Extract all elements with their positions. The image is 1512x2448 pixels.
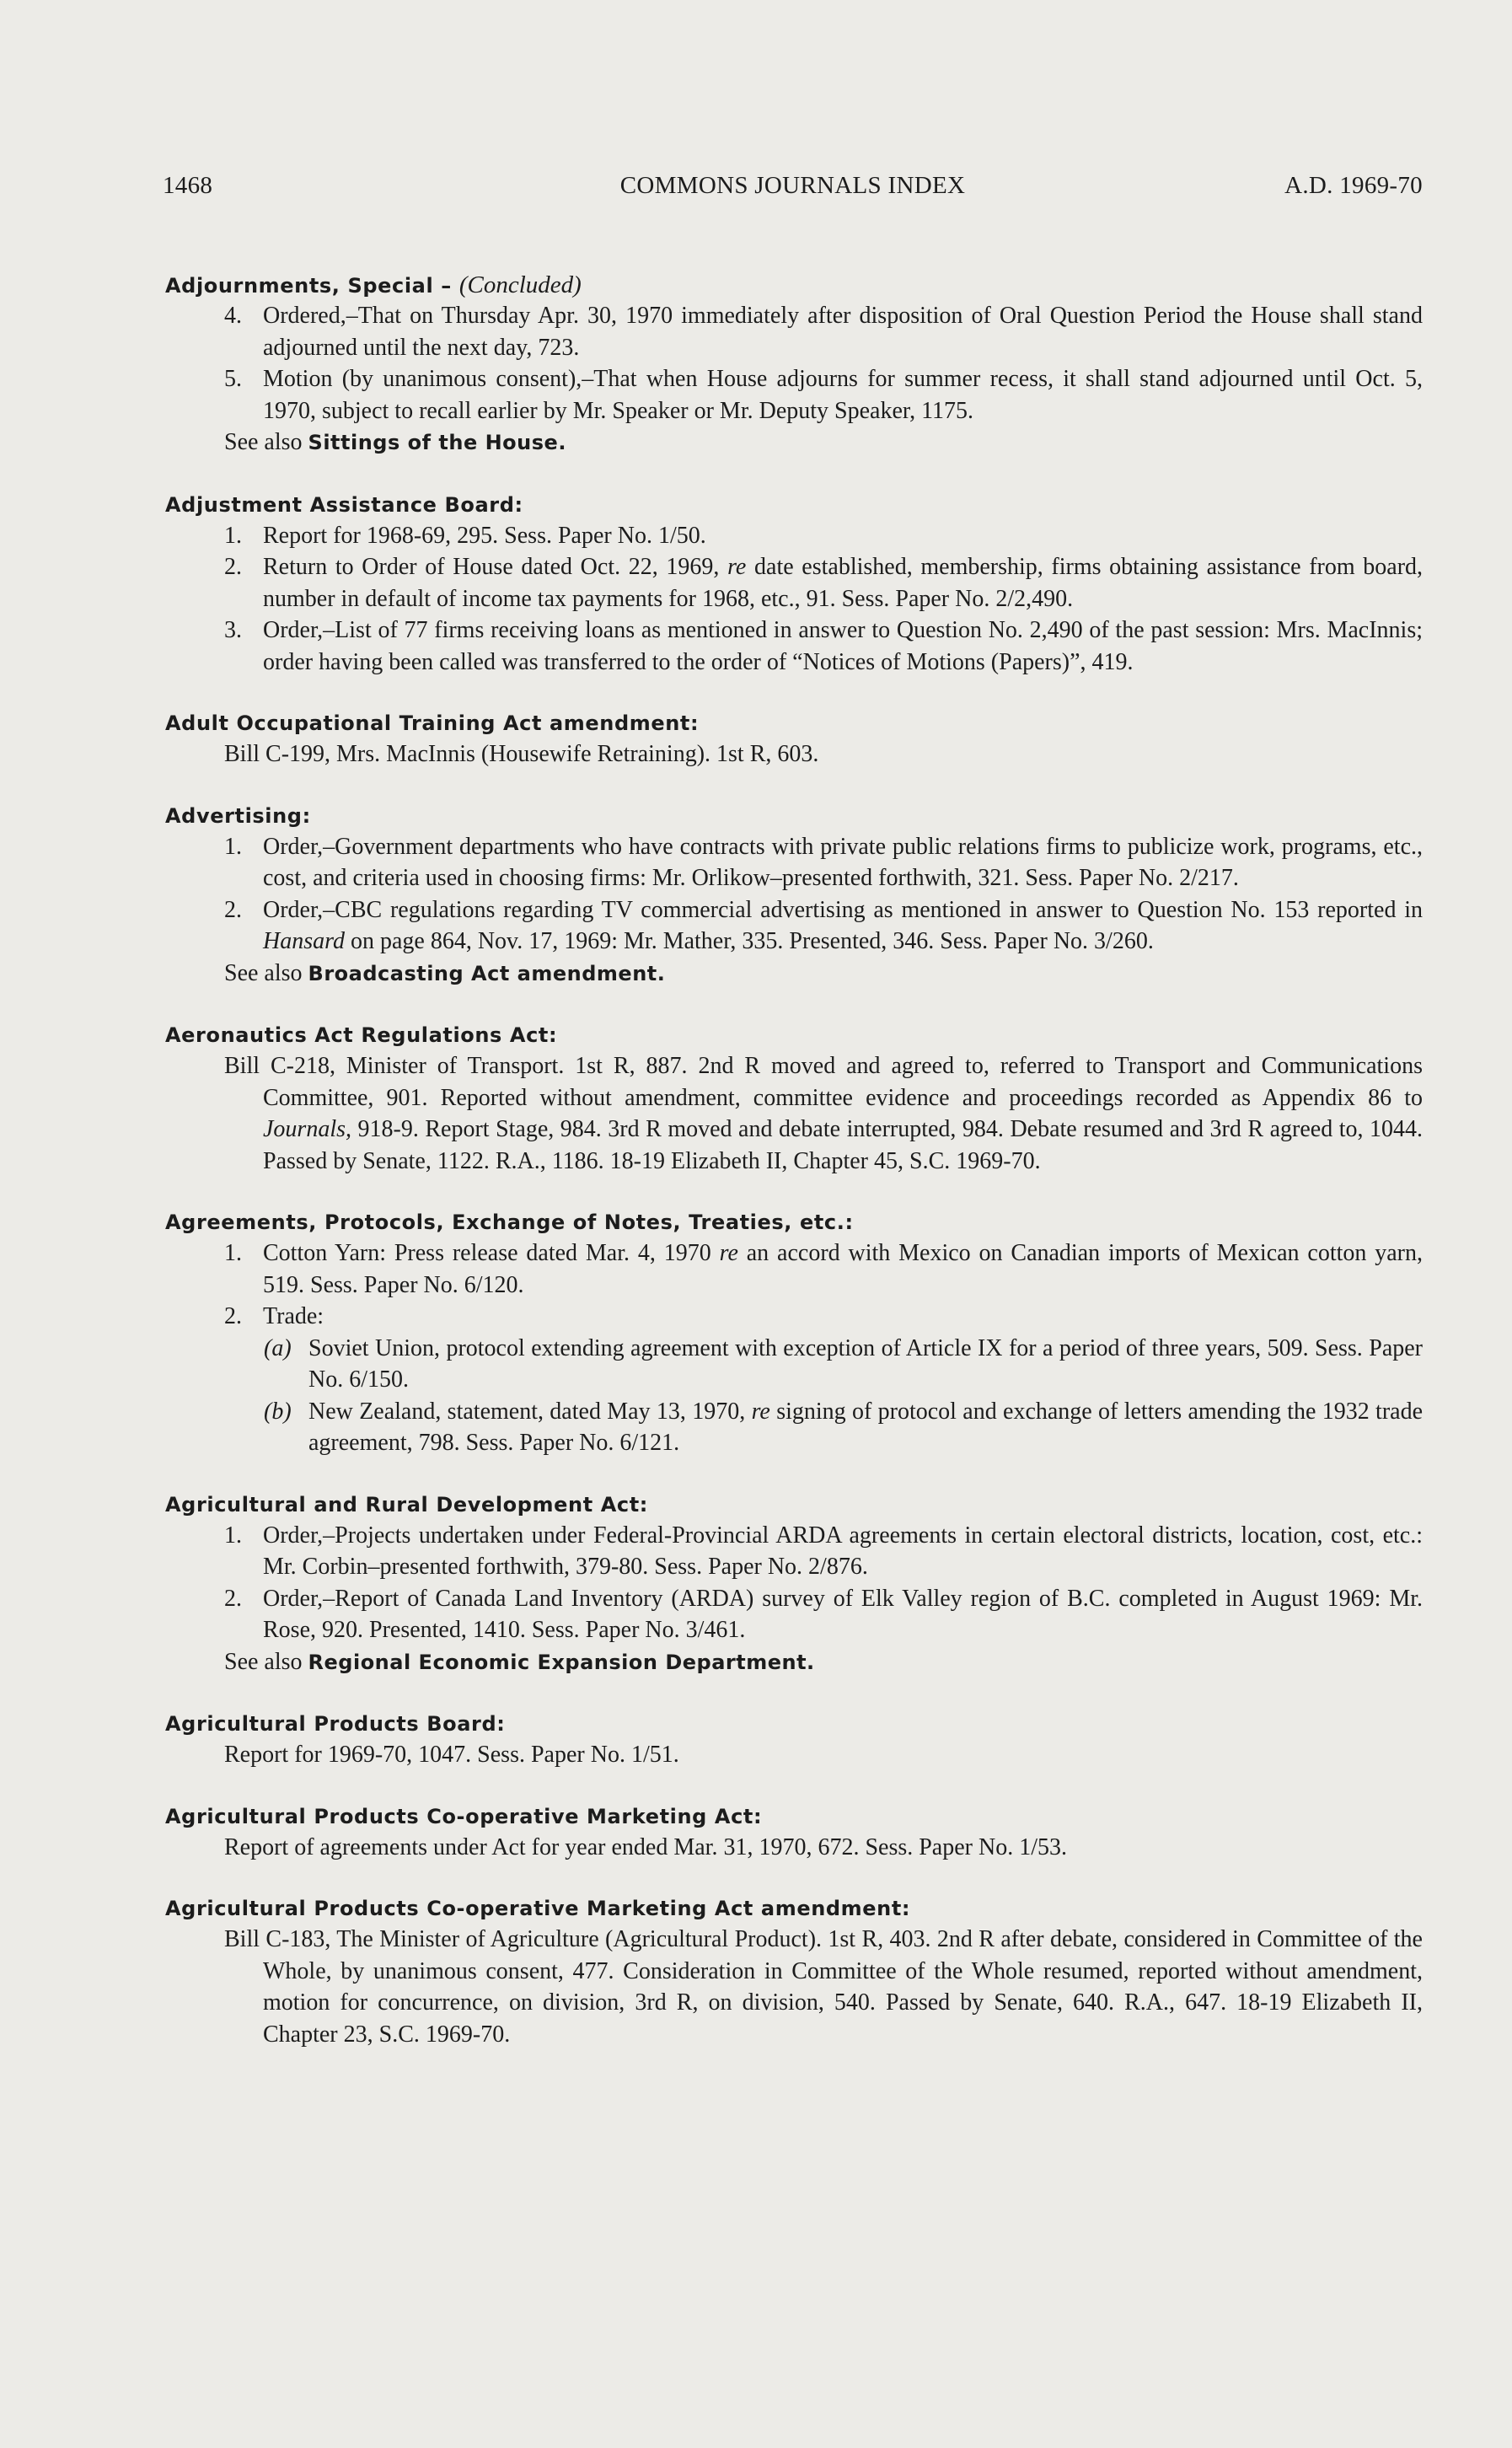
entry-text: Bill C-218, Minister of Transport. 1st R, 887. 2nd R moved and agreed to, referred to Transport and Communications Committee, 901. Reported without amendment, committee evidence and proceedings recorded as Appendix 86 to Journals, 918-9. Report Stage, 984. 3rd R moved and debate interrupted, 984. Debate resumed and 3rd R agreed to, 1044. Passed by Senate, 1122. R.A., 1186. 18-19 Elizabeth II, Chapter 45, S.C. 1969-70.: [224, 1053, 1423, 1174]
entry-advertising: [165, 801, 1423, 990]
entry-agricultural-coop-marketing-act: [165, 1801, 1423, 1864]
item-number: 4.: [224, 303, 242, 329]
item-number: 1.: [224, 1522, 242, 1549]
entry-adjustment-assistance-board: [165, 490, 1423, 679]
item-text: Ordered,–That on Thursday Apr. 30, 1970 immediately after disposition of Oral Question Period the House shall stand adjourned until the next day, 723.: [263, 303, 1423, 361]
cross-reference: Regional Economic Expansion Department.: [308, 1650, 815, 1674]
list-item: 2. Return to Order of House dated Oct. 22, 1969, re date established, membership, firms obtaining assistance from board, number in default of income tax payments for 1968, etc., 91. Sess. Paper No. 2/2,490.: [165, 551, 1423, 615]
list-item: [165, 1301, 1423, 1333]
entry-agricultural-coop-marketing-amendment: [165, 1893, 1423, 2050]
list-item: [165, 1583, 1423, 1646]
item-number: 1.: [224, 1240, 242, 1266]
list-item: [165, 300, 1423, 363]
item-text: Order,–Government departments who have contracts with private public relations firms to publicize work, programs, etc., cost, and criteria used in choosing firms: Mr. Orlikow–presented forthwith, 321. Sess. Paper No. 2/217.: [263, 833, 1423, 891]
entry-heading: Agricultural Products Board:: [165, 1712, 506, 1736]
entry-adjournments-special: [165, 270, 1423, 459]
entry-heading: Adult Occupational Training Act amendment:: [165, 711, 700, 735]
entry-text: Report for 1969-70, 1047. Sess. Paper No. 1/51.: [224, 1742, 679, 1768]
entry-text: Bill C-199, Mrs. MacInnis (Housewife Retraining). 1st R, 603.: [224, 741, 819, 767]
page-title: COMMONS JOURNALS INDEX: [619, 172, 966, 199]
item-number: 2.: [224, 554, 242, 580]
entry-aeronautics-act: [165, 1020, 1423, 1177]
running-head: [163, 172, 1423, 206]
page-year: A.D. 1969-70: [1284, 172, 1423, 199]
item-number: 5.: [224, 366, 242, 392]
list-item: [165, 363, 1423, 427]
item-number: 1.: [224, 833, 242, 860]
item-text: Order,–Report of Canada Land Inventory (ARDA) survey of Elk Valley region of B.C. completed in August 1969: Mr. Rose, 920. Presented, 1410. Sess. Paper No. 3/461.: [263, 1585, 1423, 1643]
see-also: See also Broadcasting Act amendment.: [224, 959, 666, 986]
cross-reference: Sittings of the House.: [308, 431, 566, 454]
cross-reference: Broadcasting Act amendment.: [308, 961, 666, 985]
index-body: [165, 270, 1423, 2080]
item-number: 3.: [224, 617, 242, 643]
item-text: Order,–List of 77 firms receiving loans as mentioned in answer to Question No. 2,490 of the past session: Mrs. MacInnis; order having been called was transferred to the order of “Notices of Motions (Papers)”, 419.: [263, 617, 1423, 675]
see-also: See also Regional Economic Expansion Department.: [224, 1648, 815, 1675]
sub-item: [165, 1333, 1423, 1396]
list-item: [165, 1520, 1423, 1583]
entry-agricultural-products-board: [165, 1709, 1423, 1771]
see-also: See also Sittings of the House.: [224, 429, 566, 455]
entry-heading: Adjustment Assistance Board:: [165, 492, 523, 517]
sub-item-text: Soviet Union, protocol extending agreement with exception of Article IX for a period of three years, 509. Sess. Paper No. 6/150.: [308, 1334, 1423, 1393]
item-text: Order,–Projects undertaken under Federal-Provincial ARDA agreements in certain electoral districts, location, cost, etc.: Mr. Corbin–presented forthwith, 379-80. Sess. Paper No. 2/876.: [263, 1522, 1423, 1580]
concluded-note: (Concluded): [458, 271, 582, 298]
sub-item: (b) New Zealand, statement, dated May 13, 1970, re signing of protocol and exchange of letters amending the 1932 trade agreement, 798. Sess. Paper No. 6/121.: [165, 1396, 1423, 1459]
sub-item-label: (a): [264, 1334, 292, 1361]
list-item: [165, 831, 1423, 894]
item-number: 2.: [224, 1585, 242, 1612]
entry-adult-occupational-training: [165, 708, 1423, 770]
item-text: Report for 1968-69, 295. Sess. Paper No. 1/50.: [263, 522, 706, 549]
entry-heading: Agricultural Products Co-operative Marketing Act:: [165, 1804, 763, 1828]
item-number: 2.: [224, 896, 242, 923]
entry-heading: Agreements, Protocols, Exchange of Notes, Treaties, etc.:: [165, 1211, 854, 1234]
entry-heading: Agricultural Products Co-operative Marketing Act amendment:: [165, 1897, 911, 1920]
entry-heading: Agricultural and Rural Development Act:: [165, 1492, 649, 1517]
entry-heading: Advertising:: [165, 803, 311, 828]
item-number: 1.: [224, 522, 242, 549]
list-item: 2. Order,–CBC regulations regarding TV commercial advertising as mentioned in answer to Question No. 153 reported in Hansard on page 864, Nov. 17, 1969: Mr. Mather, 335. Presented, 346. Sess. Paper No. 3/260.: [165, 894, 1423, 958]
list-item: [165, 615, 1423, 678]
entry-agreements-protocols: [165, 1207, 1423, 1459]
item-text: Trade:: [263, 1303, 324, 1329]
sub-item-label: (b): [264, 1398, 292, 1425]
entry-heading: Aeronautics Act Regulations Act:: [165, 1023, 558, 1047]
entry-text: Report of agreements under Act for year ended Mar. 31, 1970, 672. Sess. Paper No. 1/53.: [224, 1833, 1067, 1860]
item-number: 2.: [224, 1303, 242, 1329]
entry-heading: Adjournments, Special – (Concluded): [165, 271, 582, 298]
list-item: [165, 520, 1423, 552]
item-text: Motion (by unanimous consent),–That when House adjourns for summer recess, it shall stand adjourned until Oct. 5, 1970, subject to recall earlier by Mr. Speaker or Mr. Deputy Speaker, 1175.: [263, 366, 1423, 424]
entry-text: Bill C-183, The Minister of Agriculture (Agricultural Product). 1st R, 403. 2nd R after debate, considered in Committee of the Whole, by unanimous consent, 477. Consideration in Committee of the Whole resumed, reported without amendment, motion for concurrence, on division, 3rd R, on division, 540. Passed by Senate, 640. R.A., 647. 18-19 Elizabeth II, Chapter 23, S.C. 1969-70.: [224, 1926, 1423, 2048]
list-item: 1. Cotton Yarn: Press release dated Mar. 4, 1970 re an accord with Mexico on Canadian imports of Mexican cotton yarn, 519. Sess. Paper No. 6/120.: [165, 1237, 1423, 1301]
entry-agricultural-rural-development: [165, 1490, 1423, 1679]
page-number: 1468: [163, 172, 213, 199]
